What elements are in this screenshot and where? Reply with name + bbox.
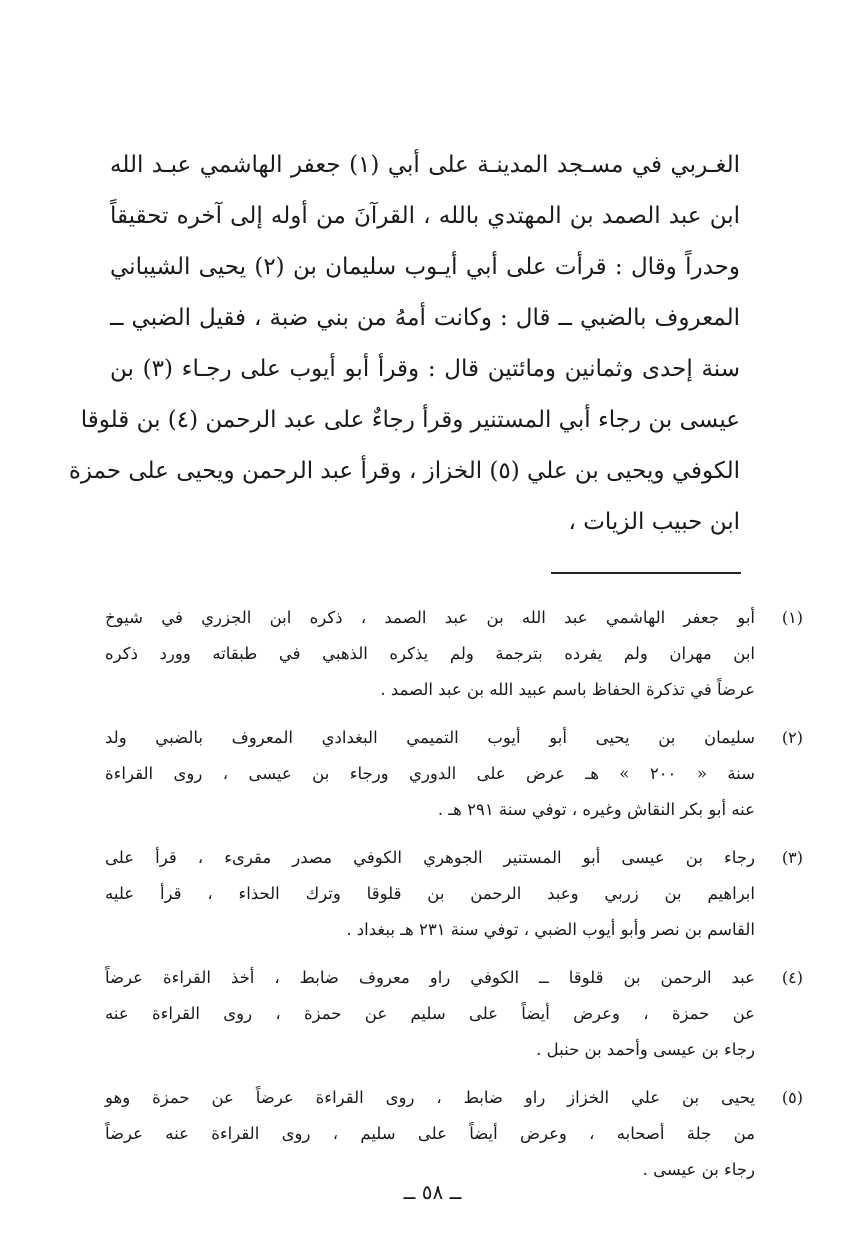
footnote-line: عرضاً في تذكرة الحفاظ باسم عبيد الله بن عبد الصمد . [380, 680, 755, 699]
main-text-block [68, 140, 740, 548]
main-text-line: سنة إحدى وثمانين ومائتين قال : وقرأ أبو أيوب على رجـاء (٣) بن [110, 356, 740, 382]
page-number: ــ ٥٨ ــ [403, 1180, 462, 1204]
footnote-line: القاسم بن نصر وأبو أيوب الضبي ، توفي سنة ٢٣١ هـ ببغداد . [346, 920, 755, 939]
footnote [105, 840, 803, 948]
footnote-number: (٣) [781, 848, 803, 867]
footnote-line: ابراهيم بن زربي وعبد الرحمن بن قلوقا وترك الحذاء ، قرأ عليه [105, 884, 755, 903]
footnote-line: عنه أبو بكر النقاش وغيره ، توفي سنة ٢٩١ هـ . [437, 800, 755, 819]
main-text-line: ابن حبيب الزيات ، [568, 509, 740, 535]
footnotes-block [105, 600, 803, 1200]
footnote-line: ابن مهران ولم يفرده بترجمة ولم يذكره الذهبي في طبقاته وورد ذكره [105, 644, 755, 663]
footnote [105, 1080, 803, 1188]
footnote-number: (٥) [781, 1088, 803, 1107]
footnote [105, 720, 803, 828]
footnote [105, 600, 803, 708]
footnote [105, 960, 803, 1068]
main-text-line: الكوفي ويحيى بن علي (٥) الخزاز ، وقرأ عبد الرحمن ويحيى على حمزة [68, 458, 740, 484]
footnote-number: (٢) [781, 728, 803, 747]
main-text-line: المعروف بالضبي ــ قال : وكانت أمهُ من بني ضبة ، فقيل الضبي ــ [110, 305, 740, 331]
main-text-line: ابن عبد الصمد بن المهتدي بالله ، القرآنَ من أوله إلى آخره تحقيقاً [110, 203, 740, 229]
footnote-line: أبو جعفر الهاشمي عبد الله بن عبد الصمد ، ذكره ابن الجزري في شيوخ [105, 608, 755, 627]
footnote-line: عبد الرحمن بن قلوقا ــ الكوفي راو معروف ضابط ، أخذ القراءة عرضاً [105, 968, 755, 987]
footnote-line: سليمان بن يحيى أبو أيوب التميمي البغدادي المعروف بالضبي ولد [105, 728, 755, 747]
footnote-line: عن حمزة ، وعرض أيضاً على سليم عن حمزة ، روى القراءة عنه [105, 1004, 755, 1023]
footnote-line: رجاء بن عيسى وأحمد بن حنبل . [536, 1040, 755, 1059]
footnote-number: (١) [781, 608, 803, 627]
footnote-divider [551, 572, 741, 574]
footnote-number: (٤) [781, 968, 803, 987]
main-text-line: وحدراً وقال : قرأت على أبي أيـوب سليمان بن (٢) يحيى الشيباني [110, 254, 740, 280]
footnote-line: من جلة أصحابه ، وعرض أيضاً على سليم ، روى القراءة عنه عرضاً [105, 1124, 755, 1143]
footnote-line: رجاء بن عيسى . [642, 1160, 755, 1179]
main-text-line: الغـربي في مسـجد المدينـة على أبي (١) جعفر الهاشمي عبـد الله [110, 152, 740, 178]
footnote-line: يحيى بن علي الخزاز راو ضابط ، روى القراءة عرضاً عن حمزة وهو [105, 1088, 755, 1107]
footnote-line: سنة « ٢٠٠ » هـ عرض على الدوري ورجاء بن عيسى ، روى القراءة [105, 764, 755, 783]
footnote-line: رجاء بن عيسى أبو المستنير الجوهري الكوفي مصدر مقرىء ، قرأ على [105, 848, 755, 867]
main-text-line: عيسى بن رجاء أبي المستنير وقرأ رجاءٌ على عبد الرحمن (٤) بن قلوقا [80, 407, 740, 433]
